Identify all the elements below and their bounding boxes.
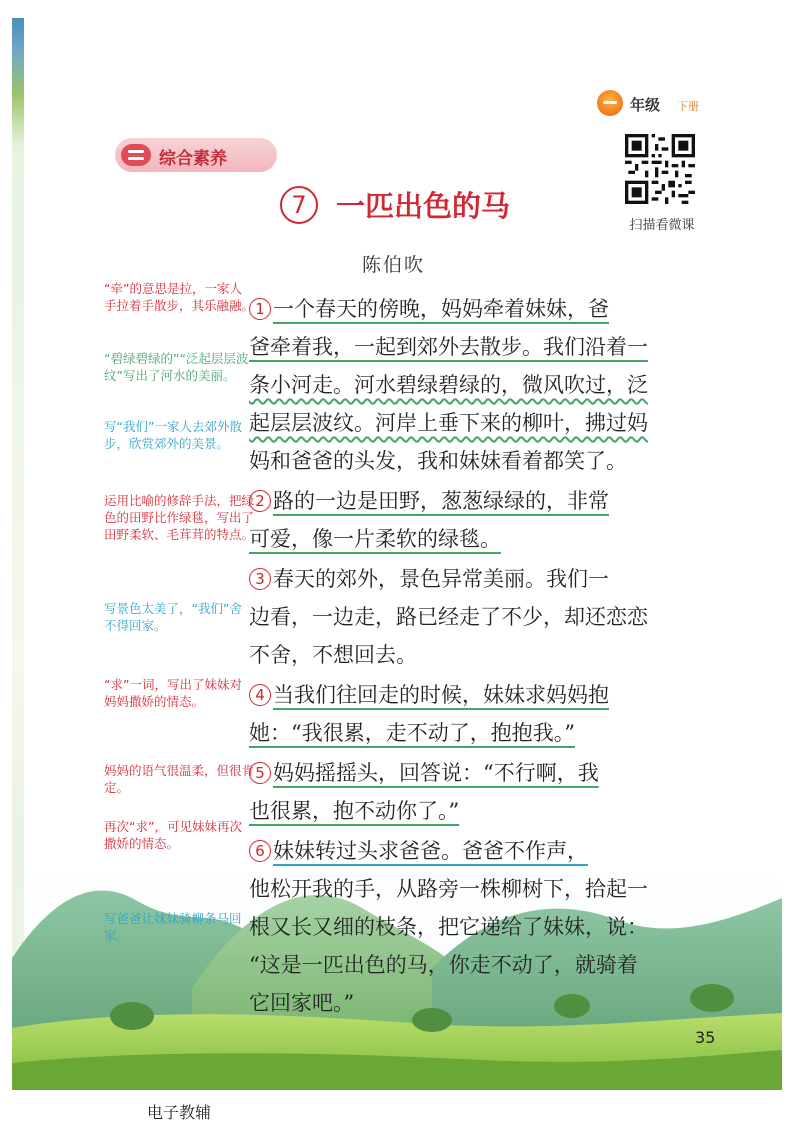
grade-volume-label: 下册 <box>677 100 699 113</box>
paragraph-number: 3 <box>249 568 271 590</box>
section-label: 综合素养 <box>159 149 227 169</box>
side-note: 运用比喻的修辞手法，把绿色的田野比作绿毯，写出了田野柔软、毛茸茸的特点。 <box>104 493 255 542</box>
page-number: 35 <box>695 1028 716 1047</box>
lesson-title <box>280 184 510 225</box>
side-note: “牵”的意思是拉，一家人手拉着手散步，其乐融融。 <box>104 281 255 313</box>
text-line: 根又长又细的枝条，把它递给了妹妹，说： <box>249 915 648 939</box>
text-span: 可爱，像一片柔软的绿毯。 <box>249 527 501 551</box>
paragraph-1 <box>249 290 709 480</box>
text-line: 爸牵着我，一起到郊外去散步。我们沿着一 <box>249 335 648 359</box>
paragraph-number: 5 <box>249 762 271 784</box>
text-line <box>249 754 709 792</box>
side-note: “碧绿碧绿的”“泛起层层波纹”写出了河水的美丽。 <box>104 351 249 383</box>
text-line: 边看，一边走，路已经走了不少，却还恋恋 <box>249 605 648 629</box>
text-span: 妈妈摇摇头，回答说：“不行啊，我 <box>273 761 599 785</box>
text-span: 路的一边是田野，葱葱绿绿的，非常 <box>273 489 609 513</box>
footer-label: 电子教辅 <box>147 1103 212 1122</box>
text-line: 他松开我的手，从路旁一株柳树下，拾起一 <box>249 877 648 901</box>
side-note: 再次“求”，可见妹妹再次撒娇的情态。 <box>104 819 242 851</box>
paragraph-number: 4 <box>249 684 271 706</box>
side-note: 写景色太美了，“我们”舍不得回家。 <box>104 601 242 633</box>
paragraph-5 <box>249 754 709 830</box>
grade-number-icon <box>597 90 623 116</box>
text-line <box>249 560 709 598</box>
textbook-page <box>12 18 782 1090</box>
side-note: “求”一词，写出了妹妹对妈妈撒娇的情态。 <box>104 677 242 709</box>
text-line <box>249 792 709 830</box>
text-line: 它回家吧。” <box>249 991 355 1015</box>
text-span: 也很累，抱不动你了。” <box>249 799 460 823</box>
text-line <box>249 290 709 328</box>
author: 陈伯吹 <box>362 254 426 276</box>
text-line <box>249 520 709 558</box>
paragraph-2 <box>249 482 709 558</box>
paragraph-number: 6 <box>249 840 271 862</box>
text-line: 起层层波纹。河岸上垂下来的柳叶，拂过妈 <box>249 411 648 435</box>
text-line <box>249 714 709 752</box>
qr-caption: 扫描看微课 <box>629 218 695 233</box>
text-span: 妹妹转过头求爸爸。爸爸不作声， <box>273 839 588 863</box>
paragraph-number: 1 <box>249 298 271 320</box>
text-span: 她：“我很累，走不动了，抱抱我。” <box>249 721 575 745</box>
qr-code-icon[interactable] <box>625 134 695 204</box>
side-note: 写爸爸让妹妹骑柳条马回家。 <box>104 911 242 943</box>
text-line <box>249 482 709 520</box>
paragraph-6 <box>249 832 709 1022</box>
paragraph-3 <box>249 560 709 674</box>
text-line: “这是一匹出色的马，你走不动了，就骑着 <box>249 953 638 977</box>
section-tag <box>115 138 277 172</box>
text-line: 条小河走。河水碧绿碧绿的，微风吹过，泛 <box>249 373 648 397</box>
paragraph-4 <box>249 676 709 752</box>
story-body <box>249 290 709 1022</box>
text-line <box>249 832 709 870</box>
paragraph-number: 2 <box>249 490 271 512</box>
text-line: 妈和爸爸的头发，我和妹妹看着都笑了。 <box>249 449 627 473</box>
lesson-number: 7 <box>280 186 318 224</box>
lesson-title-text: 一匹出色的马 <box>336 189 511 223</box>
text-span: 当我们往回走的时候，妹妹求妈妈抱 <box>273 683 609 707</box>
text-line: 不舍，不想回去。 <box>249 643 417 667</box>
text-span: 春天的郊外，景色异常美丽。我们一 <box>273 567 609 591</box>
grade-label: 年级 <box>630 96 661 114</box>
text-line <box>249 676 709 714</box>
text-span: 一个春天的傍晚，妈妈牵着妹妹，爸 <box>273 297 609 321</box>
side-note: 妈妈的语气很温柔，但很肯定。 <box>104 763 255 795</box>
side-note: 写“我们”一家人去郊外散步，欣赏郊外的美景。 <box>104 419 242 451</box>
section-list-icon <box>121 144 151 166</box>
